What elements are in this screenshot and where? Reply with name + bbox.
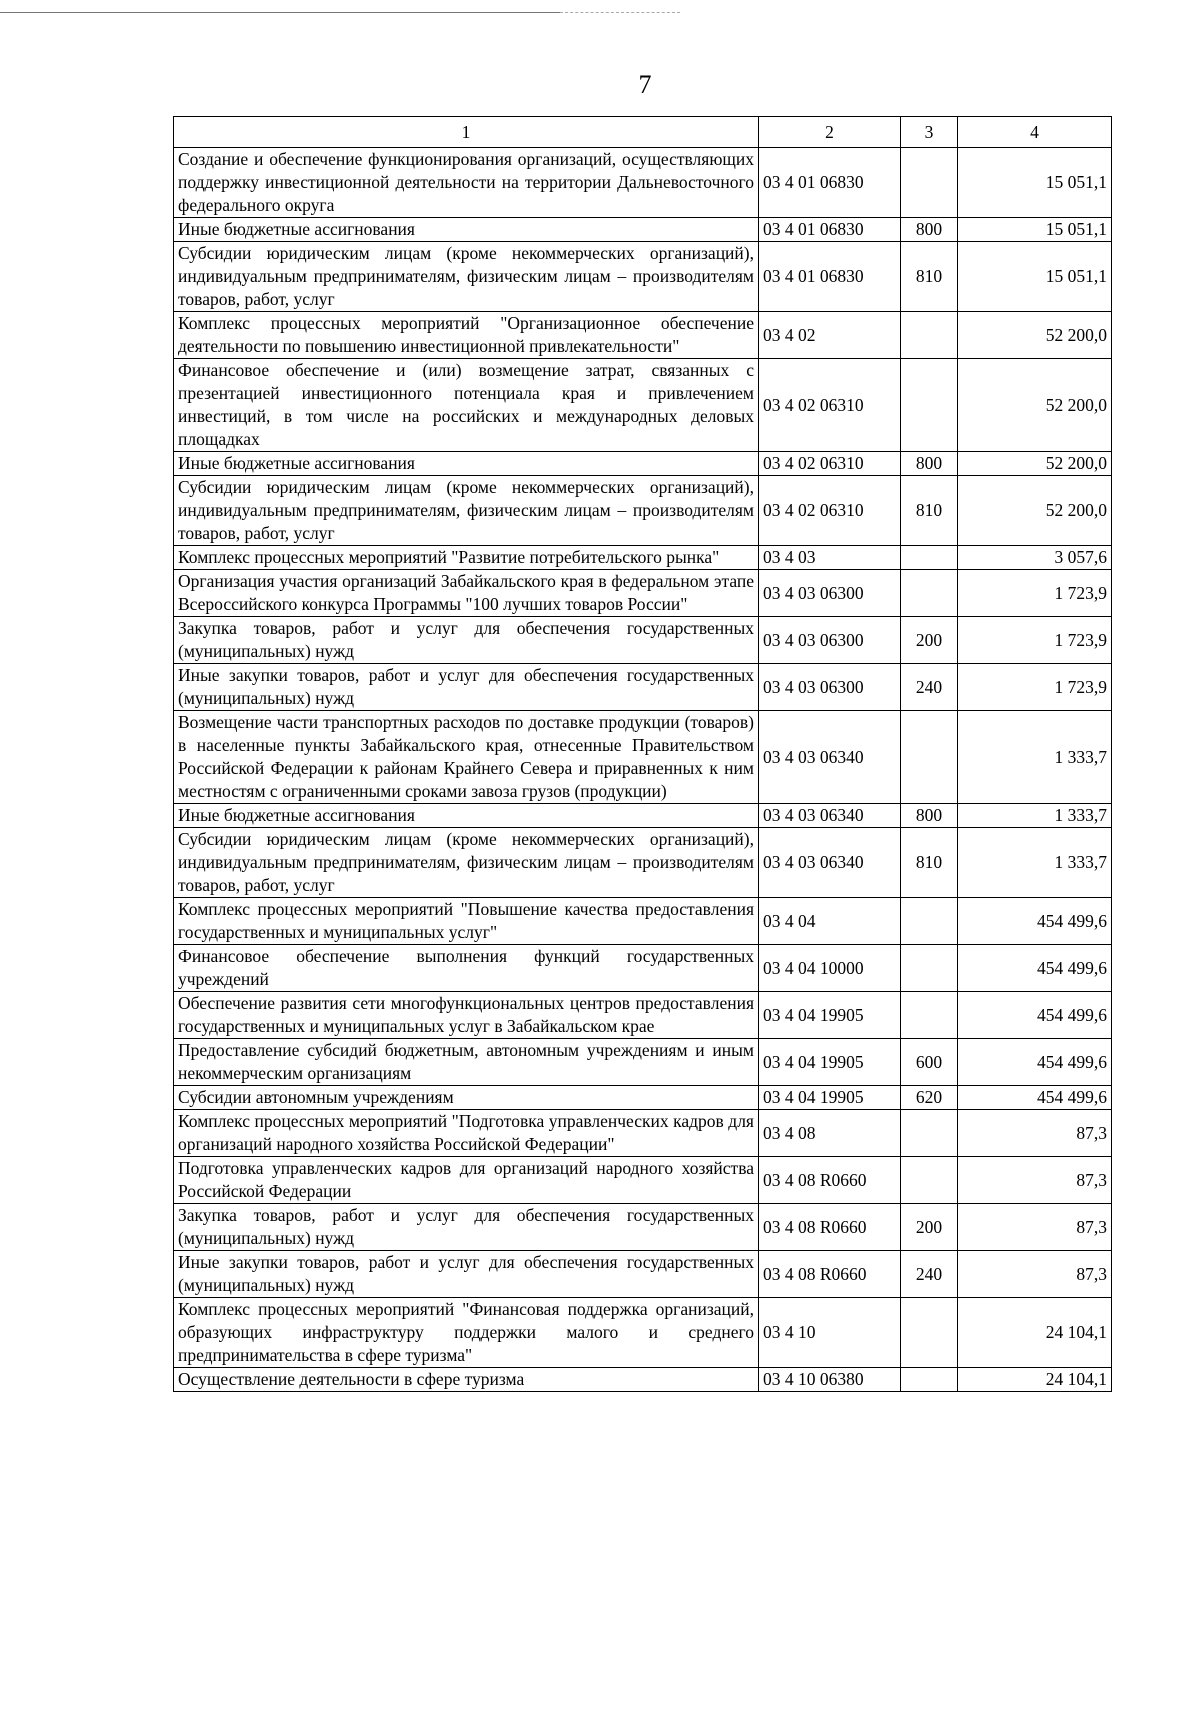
row-name-cell: Закупка товаров, работ и услуг для обеспечения государственных (муниципальных) нужд [174, 1204, 759, 1251]
row-name-cell: Субсидии юридическим лицам (кроме некоммерческих организаций), индивидуальным предпринимателям, физическим лицам – производителям товаров, работ, услуг [174, 828, 759, 898]
table-row [174, 242, 1112, 312]
row-name-cell: Комплекс процессных мероприятий "Повышение качества предоставления государственных и муниципальных услуг" [174, 898, 759, 945]
row-code-cell: 03 4 04 19905 [759, 1086, 901, 1110]
row-code-cell: 03 4 02 06310 [759, 359, 901, 452]
row-name-cell: Субсидии автономным учреждениям [174, 1086, 759, 1110]
row-amount-cell: 87,3 [958, 1251, 1112, 1298]
table-row [174, 898, 1112, 945]
table-row [174, 1086, 1112, 1110]
table-row [174, 148, 1112, 218]
row-expense-type-cell [901, 711, 958, 804]
row-expense-type-cell: 810 [901, 476, 958, 546]
row-name-cell: Иные бюджетные ассигнования [174, 452, 759, 476]
table-row [174, 218, 1112, 242]
table-row [174, 1368, 1112, 1392]
row-expense-type-cell [901, 1157, 958, 1204]
row-name-cell: Возмещение части транспортных расходов по доставке продукции (товаров) в населенные пункты Забайкальского края, отнесенные Правительством Российской Федерации к районам Крайнего Севера и приравненных к ним местностям с ограниченными сроками завоза грузов (продукции) [174, 711, 759, 804]
row-code-cell: 03 4 08 R0660 [759, 1204, 901, 1251]
row-code-cell: 03 4 08 R0660 [759, 1157, 901, 1204]
row-amount-cell: 52 200,0 [958, 452, 1112, 476]
row-amount-cell: 1 723,9 [958, 617, 1112, 664]
row-code-cell: 03 4 04 10000 [759, 945, 901, 992]
table-row [174, 1204, 1112, 1251]
row-expense-type-cell [901, 312, 958, 359]
table-row [174, 1110, 1112, 1157]
row-amount-cell: 15 051,1 [958, 242, 1112, 312]
row-name-cell: Создание и обеспечение функционирования организаций, осуществляющих поддержку инвестиционной деятельности на территории Дальневосточного федерального округа [174, 148, 759, 218]
row-name-cell: Иные бюджетные ассигнования [174, 804, 759, 828]
column-header-3: 3 [901, 117, 958, 148]
row-amount-cell: 454 499,6 [958, 1039, 1112, 1086]
row-amount-cell: 87,3 [958, 1110, 1112, 1157]
row-amount-cell: 1 333,7 [958, 828, 1112, 898]
row-name-cell: Иные закупки товаров, работ и услуг для обеспечения государственных (муниципальных) нужд [174, 664, 759, 711]
row-expense-type-cell: 200 [901, 617, 958, 664]
row-code-cell: 03 4 08 R0660 [759, 1251, 901, 1298]
row-amount-cell: 87,3 [958, 1157, 1112, 1204]
row-amount-cell: 87,3 [958, 1204, 1112, 1251]
row-name-cell: Иные бюджетные ассигнования [174, 218, 759, 242]
table-header-row [174, 117, 1112, 148]
row-amount-cell: 24 104,1 [958, 1298, 1112, 1368]
row-code-cell: 03 4 03 06300 [759, 664, 901, 711]
row-amount-cell: 454 499,6 [958, 945, 1112, 992]
row-code-cell: 03 4 03 [759, 546, 901, 570]
row-name-cell: Организация участия организаций Забайкальского края в федеральном этапе Всероссийского конкурса Программы "100 лучших товаров России" [174, 570, 759, 617]
row-name-cell: Предоставление субсидий бюджетным, автономным учреждениям и иным некоммерческим организациям [174, 1039, 759, 1086]
row-code-cell: 03 4 03 06300 [759, 617, 901, 664]
row-code-cell: 03 4 08 [759, 1110, 901, 1157]
row-amount-cell: 52 200,0 [958, 359, 1112, 452]
row-name-cell: Субсидии юридическим лицам (кроме некоммерческих организаций), индивидуальным предпринимателям, физическим лицам – производителям товаров, работ, услуг [174, 242, 759, 312]
table-row [174, 1157, 1112, 1204]
row-amount-cell: 3 057,6 [958, 546, 1112, 570]
row-expense-type-cell: 800 [901, 452, 958, 476]
table-row [174, 1039, 1112, 1086]
row-amount-cell: 15 051,1 [958, 218, 1112, 242]
row-expense-type-cell [901, 992, 958, 1039]
table-row [174, 476, 1112, 546]
row-amount-cell: 1 723,9 [958, 664, 1112, 711]
row-code-cell: 03 4 01 06830 [759, 148, 901, 218]
row-name-cell: Подготовка управленческих кадров для организаций народного хозяйства Российской Федерации [174, 1157, 759, 1204]
row-amount-cell: 52 200,0 [958, 312, 1112, 359]
row-amount-cell: 1 333,7 [958, 804, 1112, 828]
row-name-cell: Обеспечение развития сети многофункциональных центров предоставления государственных и муниципальных услуг в Забайкальском крае [174, 992, 759, 1039]
row-expense-type-cell: 800 [901, 804, 958, 828]
row-name-cell: Закупка товаров, работ и услуг для обеспечения государственных (муниципальных) нужд [174, 617, 759, 664]
table-row [174, 1251, 1112, 1298]
top-scan-rule [0, 12, 560, 13]
row-expense-type-cell: 600 [901, 1039, 958, 1086]
row-expense-type-cell [901, 570, 958, 617]
table-row [174, 1298, 1112, 1368]
table-row [174, 711, 1112, 804]
row-expense-type-cell: 240 [901, 1251, 958, 1298]
row-expense-type-cell: 620 [901, 1086, 958, 1110]
row-name-cell: Иные закупки товаров, работ и услуг для обеспечения государственных (муниципальных) нужд [174, 1251, 759, 1298]
row-name-cell: Комплекс процессных мероприятий "Подготовка управленческих кадров для организаций народного хозяйства Российской Федерации" [174, 1110, 759, 1157]
row-expense-type-cell: 800 [901, 218, 958, 242]
row-expense-type-cell [901, 945, 958, 992]
row-name-cell: Осуществление деятельности в сфере туризма [174, 1368, 759, 1392]
table-row [174, 828, 1112, 898]
table-row [174, 546, 1112, 570]
row-code-cell: 03 4 01 06830 [759, 242, 901, 312]
table-row [174, 359, 1112, 452]
column-header-2: 2 [759, 117, 901, 148]
top-scan-rule-dashed [560, 12, 680, 13]
row-name-cell: Финансовое обеспечение выполнения функций государственных учреждений [174, 945, 759, 992]
page-number: 7 [638, 70, 652, 99]
row-expense-type-cell: 810 [901, 828, 958, 898]
row-expense-type-cell: 240 [901, 664, 958, 711]
row-expense-type-cell [901, 148, 958, 218]
table-row [174, 992, 1112, 1039]
row-name-cell: Финансовое обеспечение и (или) возмещение затрат, связанных с презентацией инвестиционного потенциала края и привлечением инвестиций, в том числе на российских и международных деловых площадках [174, 359, 759, 452]
table-row [174, 617, 1112, 664]
row-expense-type-cell: 810 [901, 242, 958, 312]
row-expense-type-cell [901, 546, 958, 570]
row-amount-cell: 1 333,7 [958, 711, 1112, 804]
table-row [174, 664, 1112, 711]
row-code-cell: 03 4 10 06380 [759, 1368, 901, 1392]
row-expense-type-cell: 200 [901, 1204, 958, 1251]
row-amount-cell: 1 723,9 [958, 570, 1112, 617]
column-header-1: 1 [174, 117, 759, 148]
row-amount-cell: 454 499,6 [958, 898, 1112, 945]
row-code-cell: 03 4 03 06340 [759, 711, 901, 804]
row-code-cell: 03 4 04 19905 [759, 1039, 901, 1086]
row-amount-cell: 15 051,1 [958, 148, 1112, 218]
row-code-cell: 03 4 04 19905 [759, 992, 901, 1039]
row-amount-cell: 454 499,6 [958, 992, 1112, 1039]
row-code-cell: 03 4 02 06310 [759, 452, 901, 476]
table-row [174, 945, 1112, 992]
row-name-cell: Субсидии юридическим лицам (кроме некоммерческих организаций), индивидуальным предпринимателям, физическим лицам – производителям товаров, работ, услуг [174, 476, 759, 546]
column-header-4: 4 [958, 117, 1112, 148]
table-row [174, 570, 1112, 617]
row-amount-cell: 24 104,1 [958, 1368, 1112, 1392]
row-expense-type-cell [901, 359, 958, 452]
row-code-cell: 03 4 03 06340 [759, 828, 901, 898]
row-code-cell: 03 4 03 06300 [759, 570, 901, 617]
row-code-cell: 03 4 10 [759, 1298, 901, 1368]
row-expense-type-cell [901, 898, 958, 945]
row-name-cell: Комплекс процессных мероприятий "Развитие потребительского рынка" [174, 546, 759, 570]
row-expense-type-cell [901, 1110, 958, 1157]
row-code-cell: 03 4 02 06310 [759, 476, 901, 546]
row-code-cell: 03 4 02 [759, 312, 901, 359]
row-amount-cell: 52 200,0 [958, 476, 1112, 546]
row-name-cell: Комплекс процессных мероприятий "Финансовая поддержка организаций, образующих инфраструктуру поддержки малого и среднего предпринимательства в сфере туризма" [174, 1298, 759, 1368]
table-row [174, 312, 1112, 359]
row-expense-type-cell [901, 1298, 958, 1368]
budget-table [173, 116, 1112, 1392]
row-amount-cell: 454 499,6 [958, 1086, 1112, 1110]
table-body [174, 148, 1112, 1392]
row-expense-type-cell [901, 1368, 958, 1392]
row-code-cell: 03 4 01 06830 [759, 218, 901, 242]
row-code-cell: 03 4 04 [759, 898, 901, 945]
table-row [174, 452, 1112, 476]
row-code-cell: 03 4 03 06340 [759, 804, 901, 828]
row-name-cell: Комплекс процессных мероприятий "Организационное обеспечение деятельности по повышению инвестиционной привлекательности" [174, 312, 759, 359]
table-row [174, 804, 1112, 828]
